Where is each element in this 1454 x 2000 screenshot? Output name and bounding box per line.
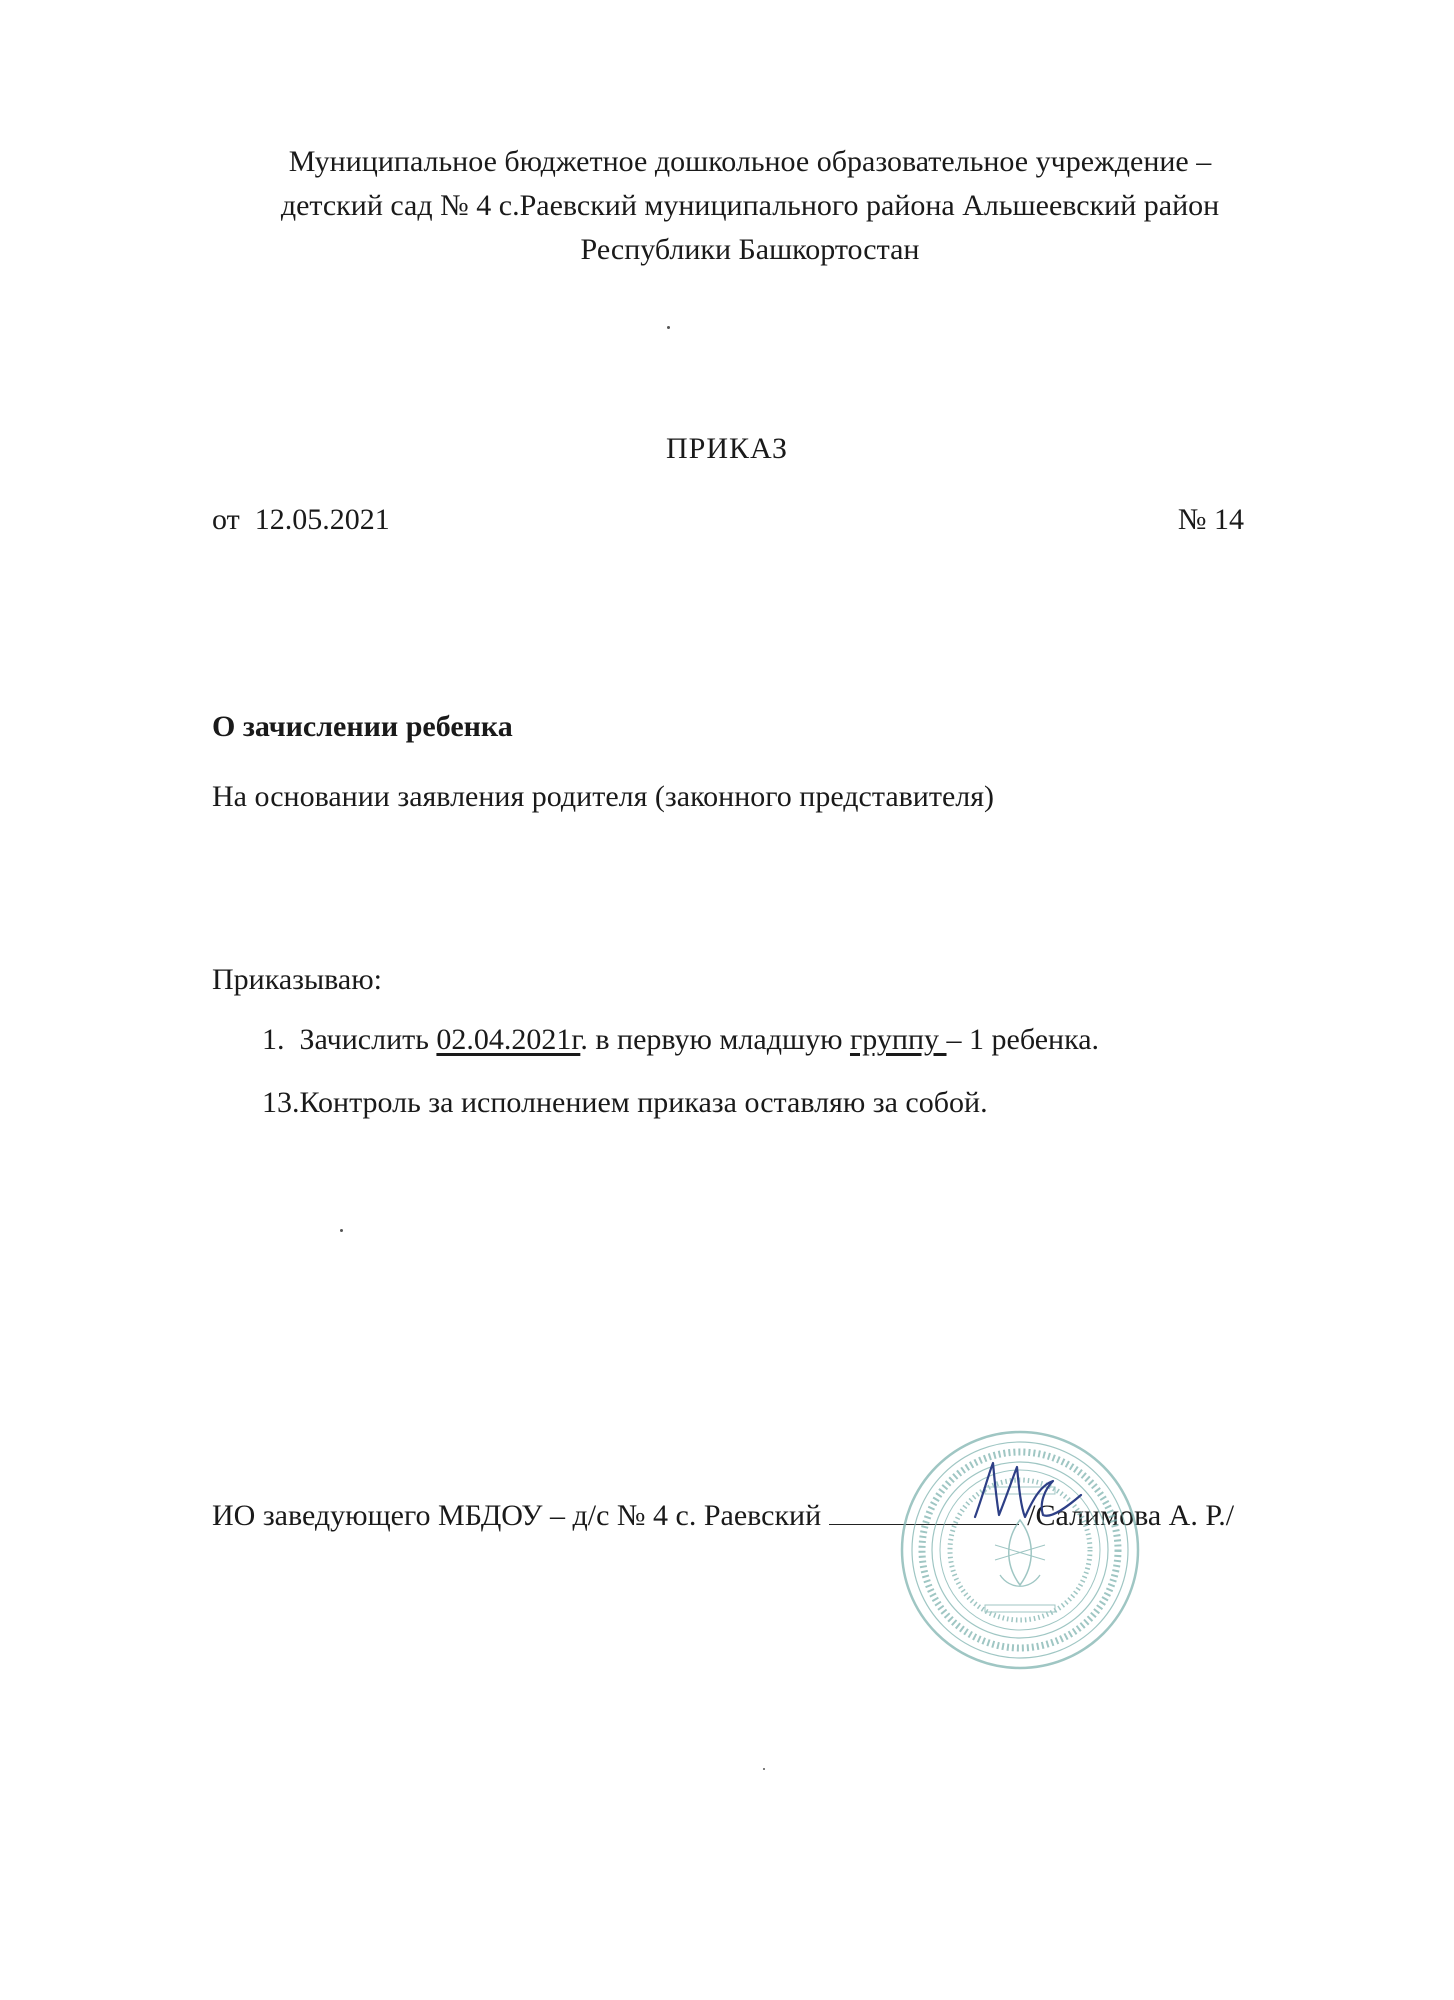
order-directive: Приказываю: [212, 963, 382, 996]
scan-speck [340, 1229, 343, 1232]
group-word: группу [849, 1023, 947, 1056]
order-item-2 [262, 1086, 988, 1120]
item-number: 13. [262, 1086, 300, 1119]
order-date [212, 503, 390, 537]
header-line-1: Муниципальное бюджетное дошкольное образовательное учреждение – [288, 145, 1212, 178]
order-subject: О зачислении ребенка [212, 710, 513, 743]
handwritten-signature [955, 1455, 1095, 1535]
header-line-3: Республики Башкортостан [580, 233, 920, 266]
document-title: ПРИКАЗ [666, 432, 788, 465]
signatory-name: /Салимова А. Р./ [1027, 1499, 1235, 1532]
order-item-1 [262, 1023, 1099, 1057]
signatory-position: ИО заведующего МБДОУ – д/с № 4 с. Раевский [212, 1499, 822, 1532]
item-number: 1. [262, 1023, 285, 1056]
date-value: 12.05.2021 [254, 503, 390, 536]
item-text: Контроль за исполнением приказа оставляю за собой. [299, 1086, 988, 1119]
item-text: Зачислить [299, 1023, 437, 1056]
scan-speck [763, 1768, 765, 1770]
header-line-2: детский сад № 4 с.Раевский муниципального района Альшеевский район [280, 189, 1220, 222]
enrollment-date: 02.04.2021г [436, 1023, 581, 1056]
item-text: – 1 ребенка. [946, 1023, 1100, 1056]
organization-header [200, 140, 1300, 272]
date-prefix: от [212, 503, 240, 536]
item-text: . в первую младшую [580, 1023, 850, 1056]
order-basis: На основании заявления родителя (законного представителя) [212, 780, 995, 813]
scan-speck [667, 326, 670, 329]
order-number: № 14 [1177, 503, 1244, 536]
